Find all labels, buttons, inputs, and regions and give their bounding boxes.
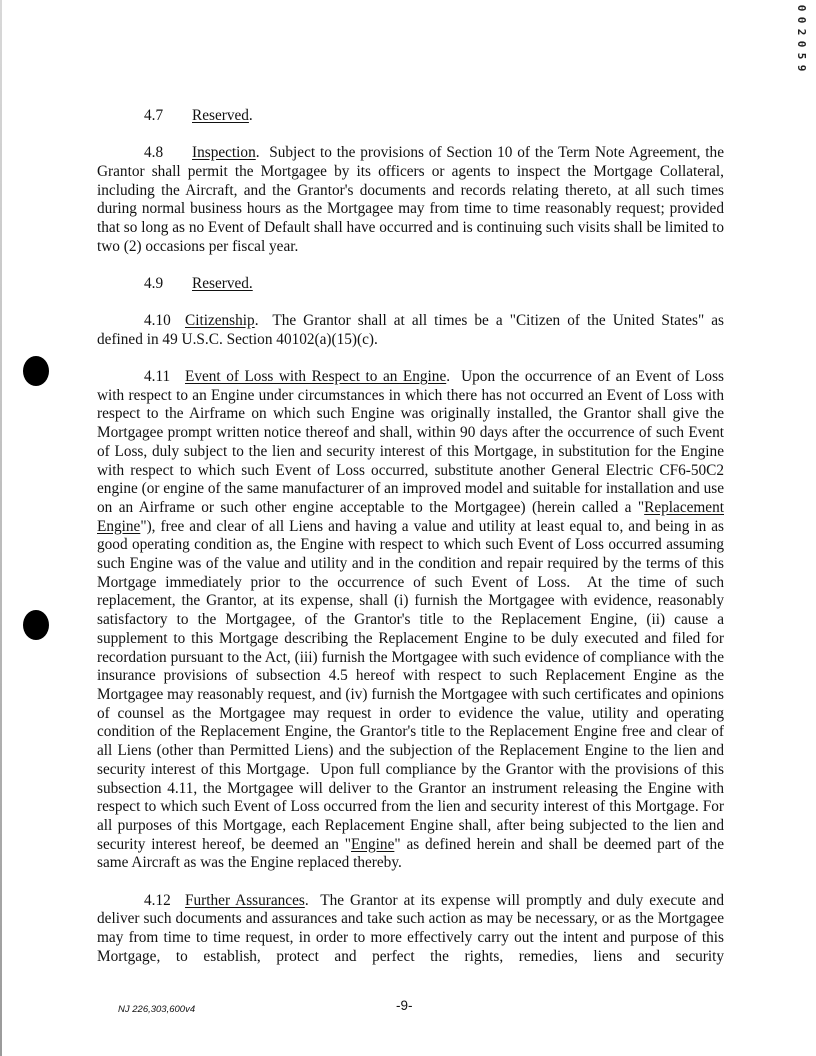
- page-number: -9-: [396, 998, 413, 1013]
- section-number: 4.9: [144, 274, 164, 292]
- section-heading: Inspection: [192, 144, 256, 162]
- section-body: "), free and clear of all Liens and having a value and utility at least equal to, and being in as good operating condition as, the Engine with respect to which such Event of Loss occurred assuming such Engine was of the value and utility and in the condition and repair required by the terms of this Mortgage immediately prior to the occurrence of such Event of Loss. At the time of such replacement, the Grantor, at its expense, shall (i) furnish the Mortgagee with evidence, reasonably satisfactory to the Mortgagee, of the Grantor's title to the Replacement Engine, (ii) cause a supplement to this Mortgage describing the Replacement Engine to be duly executed and filed for recordation pursuant to the Act, (iii) furnish the Mortgagee with such evidence of compliance with the insurance provisions of subsection 4.5 hereof with respect to such Replacement Engine as the Mortgagee may reasonably request, and (iv) furnish the Mortgagee with such certificates and opinions of counsel as the Mortgagee may request in order to evidence the value, utility and operating condition of the Replacement Engine, the Grantor's title to the Replacement Engine free and clear of all Liens (other than Permitted Liens) and the subjection of the Replacement Engine to the lien and security interest of this Mortgage. Upon full compliance by the Grantor with the provisions of this subsection 4.11, the Mortgagee will deliver to the Grantor an instrument releasing the Engine with respect to which such Event of Loss occurred from the lien and security interest of this Mortgage. For all purposes of this Mortgage, each Replacement Engine shall, after being subjected to the lien and security interest hereof, be deemed an ": [97, 517, 728, 853]
- section-body: Subject to the provisions of Section 10 of the Term Note Agreement, the Grantor shall permit the Mortgagee by its officers or agents to inspect the Mortgage Collateral, including the Aircraft, and the Grantor's documents and records relating thereto, at all such times during normal business hours as the Mortgagee may from time to time reasonably request; provided that so long as no Event of Default shall have occurred and is continuing such visits shall be limited to two (2) occasions per fiscal year.: [97, 144, 728, 255]
- document-id: NJ 226,303,600v4: [118, 1004, 196, 1015]
- section-body: The Grantor at its expense will promptly and duly execute and deliver such documents and assurances and take such action as may be necessary, or as the Mortgagee may from time to time request, in order to more effectively carry out the intent and purpose of this Mortgage, to establish, protect and perfect the rights, remedies, liens and security: [97, 891, 728, 965]
- stamp-digit: 0: [795, 4, 808, 12]
- section-heading: Reserved: [192, 107, 249, 124]
- section-heading: Event of Loss with Respect to an Engine: [185, 368, 447, 386]
- page-left-edge: [0, 0, 2, 1056]
- heading-punctuation: .: [304, 891, 309, 909]
- section-number: 4.10: [144, 312, 171, 330]
- section-4-11: [97, 368, 728, 873]
- heading-punctuation: .: [255, 144, 260, 162]
- hole-punch-mark: [23, 356, 49, 386]
- section-number: 4.12: [144, 891, 171, 909]
- section-4-7: [97, 107, 724, 126]
- section-body: " as defined herein and shall be deemed part of the same Aircraft as was the Engine replaced thereby.: [97, 835, 728, 872]
- heading-punctuation: .: [254, 312, 259, 330]
- document-body: [97, 107, 728, 985]
- stamp-digit: 0: [795, 16, 808, 24]
- stamp-digit: 2: [795, 28, 808, 36]
- bates-stamp: [794, 2, 808, 74]
- section-4-12: [97, 891, 728, 967]
- section-number: 4.7: [144, 107, 164, 124]
- section-body: Upon the occurrence of an Event of Loss with respect to an Engine under circumstances in which there has not occurred an Event of Loss with respect to the Airframe on which such Engine was originally installed, the Grantor shall give the Mortgagee prompt written notice thereof and shall, within 90 days after the occurrence of such Event of Loss, duly subject to the lien and security interest of this Mortgage, in substitution for the Engine with respect to which such Event of Loss occurred, substitute another General Electric CF6-50C2 engine (or engine of the same manufacturer of an improved model and suitable for installation and use on an Airframe or such other engine acceptable to the Mortgagee) (herein called a ": [97, 368, 728, 516]
- section-heading: Citizenship: [185, 312, 255, 330]
- section-heading: Further Assurances: [185, 891, 305, 909]
- defined-term: Engine: [351, 835, 395, 853]
- stamp-digit: 0: [795, 40, 808, 48]
- section-4-10: [97, 312, 728, 349]
- heading-punctuation: .: [446, 368, 451, 386]
- section-heading: Reserved.: [192, 274, 253, 292]
- section-number: 4.11: [144, 368, 171, 386]
- stamp-digit: 9: [795, 64, 808, 72]
- hole-punch-mark: [23, 610, 49, 640]
- stamp-digit: 5: [795, 52, 808, 60]
- section-4-9: [97, 275, 724, 294]
- section-number: 4.8: [144, 144, 164, 162]
- heading-punctuation: .: [248, 107, 253, 124]
- section-body: The Grantor shall at all times be a "Citizen of the United States" as defined in 49 U.S.C. Section 40102(a)(15)(c).: [97, 312, 728, 348]
- section-4-8: [97, 144, 728, 256]
- defined-term: Replacement Engine: [97, 498, 724, 535]
